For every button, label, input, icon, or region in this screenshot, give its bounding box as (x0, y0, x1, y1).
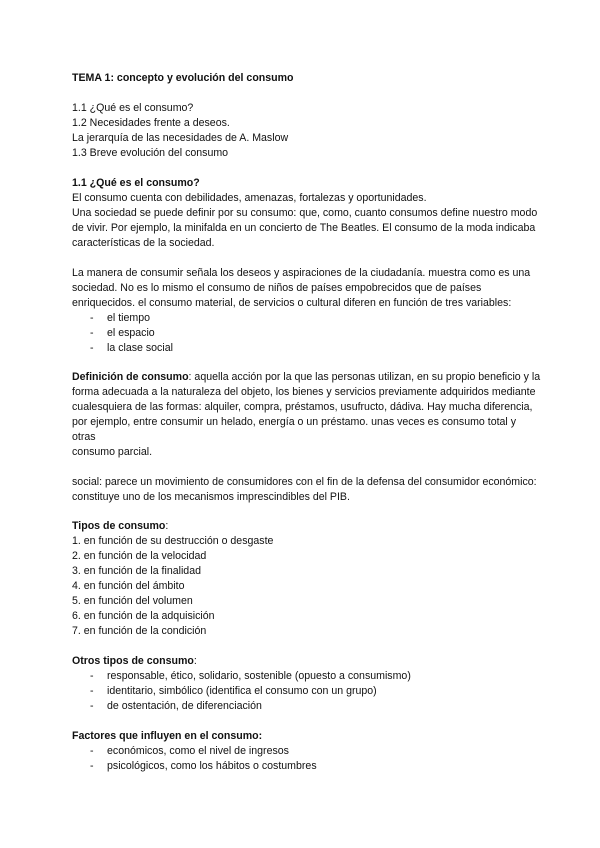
tipos-list (72, 534, 542, 639)
list-item: - de ostentación, de diferenciación (90, 700, 262, 712)
list-item: - identitario, simbólico (identifica el consumo con un grupo) (90, 685, 377, 697)
bullet-dash: - (90, 745, 94, 757)
bullet-dash: - (90, 312, 94, 324)
paragraph: social: parece un movimiento de consumidores con el fin de la defensa del consumidor económico: constituye uno de los mecanismos imprescindibles del PIB. (72, 476, 537, 503)
toc-item: 1.2 Necesidades frente a deseos. (72, 117, 230, 129)
table-of-contents (72, 101, 542, 161)
definition-paragraph: Definición de consumo: aquella acción por la que las personas utilizan, en su propio beneficio y la forma adecuada a la naturaleza del objeto, los bienes y servicios previamente adquiridos mediante cualesquiera de las formas: alquiler, compra, préstamos, usufructo, dádiva. Hay mucha diferencia, por ejemplo, entre consumir un helado, energía o un préstamo. unas veces es consumo total y otras (72, 371, 541, 443)
list-item: 3. en función de la finalidad (72, 565, 201, 577)
list-item: - psicológicos, como los hábitos o costumbres (90, 760, 317, 772)
section-heading: Factores que influyen en el consumo: (72, 730, 263, 742)
list-item: 2. en función de la velocidad (72, 550, 207, 562)
section-heading: Tipos de consumo: (72, 520, 169, 532)
toc-item: La jerarquía de las necesidades de A. Maslow (72, 132, 289, 144)
list-item: 7. en función de la condición (72, 625, 207, 637)
list-item: - la clase social (90, 342, 173, 354)
bullet-dash: - (90, 685, 94, 697)
variables-list (72, 311, 542, 356)
list-item: 6. en función de la adquisición (72, 610, 215, 622)
list-item: 5. en función del volumen (72, 595, 193, 607)
paragraph: Una sociedad se puede definir por su consumo: que, como, cuanto consumos define nuestro modo de vivir. Por ejemplo, la minifalda en un concierto de The Beatles. El consumo de la moda indicaba características de la sociedad. (72, 207, 538, 249)
page-title: TEMA 1: concepto y evolución del consumo (72, 72, 294, 84)
bullet-dash: - (90, 342, 94, 354)
list-item: - responsable, ético, solidario, sostenible (opuesto a consumismo) (90, 670, 411, 682)
bullet-dash: - (90, 327, 94, 339)
toc-item: 1.3 Breve evolución del consumo (72, 147, 229, 159)
definition-label: Definición de consumo (72, 371, 189, 383)
paragraph: consumo parcial. (72, 446, 153, 458)
otros-list (72, 669, 542, 714)
toc-item: 1.1 ¿Qué es el consumo? (72, 102, 194, 114)
list-item: - el tiempo (90, 312, 150, 324)
list-item: 4. en función del ámbito (72, 580, 185, 592)
document-body (72, 71, 542, 774)
paragraph: La manera de consumir señala los deseos y aspiraciones de la ciudadanía. muestra como es una sociedad. No es lo mismo el consumo de niños de países empobrecidos que de países enriquecidos. el consumo material, de servicios o cultural diferen en función de tres variables: (72, 267, 531, 309)
list-item: - el espacio (90, 327, 155, 339)
bullet-dash: - (90, 760, 94, 772)
bullet-dash: - (90, 670, 94, 682)
list-item: 1. en función de su destrucción o desgaste (72, 535, 274, 547)
bullet-dash: - (90, 700, 94, 712)
list-item: - económicos, como el nivel de ingresos (90, 745, 289, 757)
paragraph: El consumo cuenta con debilidades, amenazas, fortalezas y oportunidades. (72, 192, 427, 204)
section-heading: Otros tipos de consumo: (72, 655, 197, 667)
factores-list (72, 744, 542, 774)
section-heading: 1.1 ¿Qué es el consumo? (72, 177, 200, 189)
